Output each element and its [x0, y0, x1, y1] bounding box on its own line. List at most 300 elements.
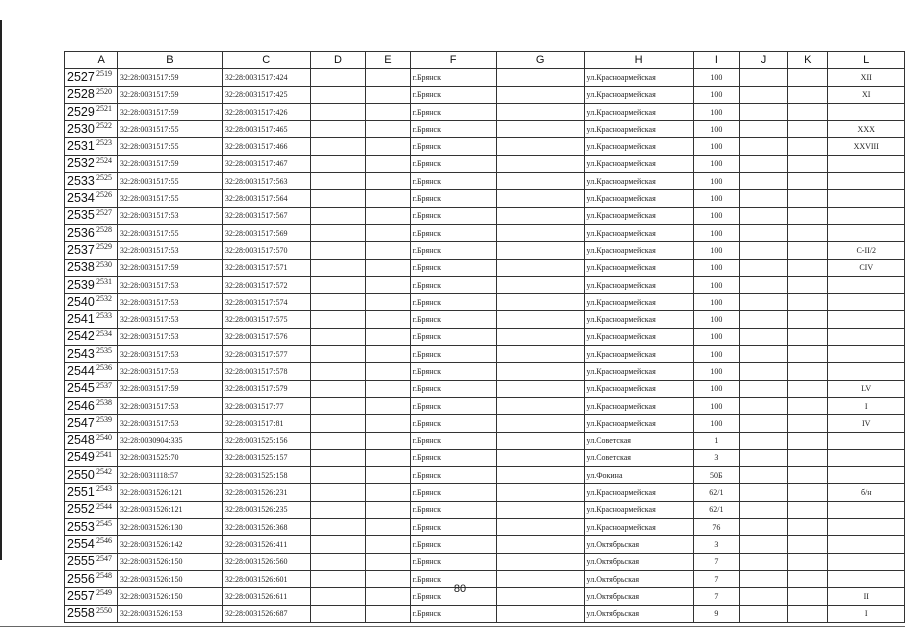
street-cell[interactable]: ул.Октябрьская: [584, 588, 693, 605]
room-number-cell[interactable]: [828, 501, 905, 518]
cadastral-number-cell[interactable]: 32:28:0031118:57: [117, 467, 222, 484]
row-number[interactable]: 2543: [67, 346, 95, 361]
room-number-cell[interactable]: [828, 467, 905, 484]
object-cadastral-number-cell[interactable]: 32:28:0031517:77: [222, 397, 310, 414]
cell-d[interactable]: [310, 173, 366, 190]
room-number-cell[interactable]: I: [828, 605, 905, 622]
object-cadastral-number-cell[interactable]: 32:28:0031517:424: [222, 69, 310, 86]
cell-d[interactable]: [310, 242, 366, 259]
city-cell[interactable]: г.Брянск: [410, 242, 496, 259]
cell-d[interactable]: [310, 467, 366, 484]
object-cadastral-number-cell[interactable]: 32:28:0031517:425: [222, 86, 310, 103]
room-number-cell[interactable]: II: [828, 588, 905, 605]
cell-k[interactable]: [788, 501, 828, 518]
cadastral-number-cell[interactable]: 32:28:0031517:59: [117, 380, 222, 397]
row-number-cell[interactable]: [65, 328, 118, 345]
cadastral-number-cell[interactable]: 32:28:0031517:55: [117, 138, 222, 155]
cell-d[interactable]: [310, 294, 366, 311]
city-cell[interactable]: г.Брянск: [410, 588, 496, 605]
cell-g[interactable]: [496, 207, 584, 224]
city-cell[interactable]: г.Брянск: [410, 363, 496, 380]
cell-g[interactable]: [496, 259, 584, 276]
street-cell[interactable]: ул.Красноармейская: [584, 207, 693, 224]
row-number-cell[interactable]: [65, 69, 118, 86]
room-number-cell[interactable]: [828, 328, 905, 345]
cell-d[interactable]: [310, 588, 366, 605]
cell-k[interactable]: [788, 570, 828, 587]
cell-e[interactable]: [366, 242, 410, 259]
object-cadastral-number-cell[interactable]: 32:28:0031517:578: [222, 363, 310, 380]
column-header-d[interactable]: D: [310, 52, 366, 69]
cell-e[interactable]: [366, 397, 410, 414]
cell-j[interactable]: [740, 138, 788, 155]
cadastral-number-cell[interactable]: 32:28:0031517:59: [117, 155, 222, 172]
room-number-cell[interactable]: [828, 449, 905, 466]
row-number-cell[interactable]: [65, 86, 118, 103]
street-cell[interactable]: ул.Октябрьская: [584, 570, 693, 587]
row-number-cell[interactable]: [65, 449, 118, 466]
cadastral-number-cell[interactable]: 32:28:0031526:150: [117, 570, 222, 587]
row-number-cell[interactable]: [65, 519, 118, 536]
cell-d[interactable]: [310, 69, 366, 86]
object-cadastral-number-cell[interactable]: 32:28:0031517:570: [222, 242, 310, 259]
cell-d[interactable]: [310, 553, 366, 570]
cell-j[interactable]: [740, 432, 788, 449]
row-number[interactable]: 2532: [67, 156, 95, 171]
row-number[interactable]: 2555: [67, 554, 95, 569]
cell-g[interactable]: [496, 276, 584, 293]
cell-g[interactable]: [496, 467, 584, 484]
object-cadastral-number-cell[interactable]: 32:28:0031517:567: [222, 207, 310, 224]
cadastral-number-cell[interactable]: 32:28:0031517:53: [117, 328, 222, 345]
house-number-cell[interactable]: 3: [693, 536, 739, 553]
cell-d[interactable]: [310, 501, 366, 518]
cadastral-number-cell[interactable]: 32:28:0031517:53: [117, 415, 222, 432]
row-number[interactable]: 2558: [67, 606, 95, 621]
row-number-cell[interactable]: [65, 588, 118, 605]
house-number-cell[interactable]: 100: [693, 415, 739, 432]
cell-g[interactable]: [496, 328, 584, 345]
row-number[interactable]: 2529: [67, 104, 95, 119]
city-cell[interactable]: г.Брянск: [410, 311, 496, 328]
street-cell[interactable]: ул.Красноармейская: [584, 69, 693, 86]
cell-g[interactable]: [496, 173, 584, 190]
object-cadastral-number-cell[interactable]: 32:28:0031517:569: [222, 224, 310, 241]
room-number-cell[interactable]: [828, 207, 905, 224]
room-number-cell[interactable]: [828, 190, 905, 207]
city-cell[interactable]: г.Брянск: [410, 207, 496, 224]
house-number-cell[interactable]: 100: [693, 397, 739, 414]
city-cell[interactable]: г.Брянск: [410, 224, 496, 241]
column-header-l[interactable]: L: [828, 52, 905, 69]
row-number-cell[interactable]: [65, 294, 118, 311]
street-cell[interactable]: ул.Красноармейская: [584, 294, 693, 311]
cell-k[interactable]: [788, 311, 828, 328]
cadastral-number-cell[interactable]: 32:28:0031517:53: [117, 242, 222, 259]
row-number-cell[interactable]: [65, 553, 118, 570]
cell-j[interactable]: [740, 553, 788, 570]
row-number[interactable]: 2556: [67, 571, 95, 586]
cell-k[interactable]: [788, 519, 828, 536]
cell-j[interactable]: [740, 311, 788, 328]
row-number[interactable]: 2534: [67, 191, 95, 206]
street-cell[interactable]: ул.Красноармейская: [584, 155, 693, 172]
column-header-k[interactable]: K: [788, 52, 828, 69]
cell-e[interactable]: [366, 553, 410, 570]
row-number-cell[interactable]: [65, 432, 118, 449]
object-cadastral-number-cell[interactable]: 32:28:0031517:563: [222, 173, 310, 190]
street-cell[interactable]: ул.Октябрьская: [584, 536, 693, 553]
cell-d[interactable]: [310, 519, 366, 536]
object-cadastral-number-cell[interactable]: 32:28:0031517:467: [222, 155, 310, 172]
cell-k[interactable]: [788, 173, 828, 190]
city-cell[interactable]: г.Брянск: [410, 397, 496, 414]
object-cadastral-number-cell[interactable]: 32:28:0031517:564: [222, 190, 310, 207]
cadastral-number-cell[interactable]: 32:28:0031517:59: [117, 69, 222, 86]
row-number-cell[interactable]: [65, 501, 118, 518]
cadastral-number-cell[interactable]: 32:28:0031517:53: [117, 311, 222, 328]
cell-k[interactable]: [788, 69, 828, 86]
street-cell[interactable]: ул.Красноармейская: [584, 311, 693, 328]
object-cadastral-number-cell[interactable]: 32:28:0031517:81: [222, 415, 310, 432]
row-number-cell[interactable]: [65, 397, 118, 414]
cadastral-number-cell[interactable]: 32:28:0031517:53: [117, 207, 222, 224]
cadastral-number-cell[interactable]: 32:28:0030904:335: [117, 432, 222, 449]
cell-j[interactable]: [740, 467, 788, 484]
cell-g[interactable]: [496, 536, 584, 553]
cell-k[interactable]: [788, 553, 828, 570]
city-cell[interactable]: г.Брянск: [410, 328, 496, 345]
object-cadastral-number-cell[interactable]: 32:28:0031517:572: [222, 276, 310, 293]
cell-e[interactable]: [366, 363, 410, 380]
house-number-cell[interactable]: 100: [693, 103, 739, 120]
row-number-cell[interactable]: [65, 242, 118, 259]
object-cadastral-number-cell[interactable]: 32:28:0031526:687: [222, 605, 310, 622]
cell-k[interactable]: [788, 224, 828, 241]
cell-j[interactable]: [740, 449, 788, 466]
cell-g[interactable]: [496, 346, 584, 363]
cell-e[interactable]: [366, 328, 410, 345]
cell-j[interactable]: [740, 294, 788, 311]
cell-g[interactable]: [496, 138, 584, 155]
cell-j[interactable]: [740, 519, 788, 536]
cell-e[interactable]: [366, 588, 410, 605]
row-number[interactable]: 2537: [67, 242, 95, 257]
street-cell[interactable]: ул.Красноармейская: [584, 484, 693, 501]
row-number[interactable]: 2557: [67, 588, 95, 603]
row-number[interactable]: 2551: [67, 485, 95, 500]
room-number-cell[interactable]: XI: [828, 86, 905, 103]
cell-j[interactable]: [740, 415, 788, 432]
cell-d[interactable]: [310, 207, 366, 224]
cell-k[interactable]: [788, 484, 828, 501]
cell-d[interactable]: [310, 380, 366, 397]
cell-d[interactable]: [310, 432, 366, 449]
city-cell[interactable]: г.Брянск: [410, 415, 496, 432]
house-number-cell[interactable]: 100: [693, 207, 739, 224]
room-number-cell[interactable]: [828, 224, 905, 241]
room-number-cell[interactable]: [828, 311, 905, 328]
house-number-cell[interactable]: 100: [693, 69, 739, 86]
city-cell[interactable]: г.Брянск: [410, 380, 496, 397]
cell-d[interactable]: [310, 605, 366, 622]
cell-d[interactable]: [310, 484, 366, 501]
cell-j[interactable]: [740, 224, 788, 241]
row-number[interactable]: 2546: [67, 398, 95, 413]
city-cell[interactable]: г.Брянск: [410, 536, 496, 553]
object-cadastral-number-cell[interactable]: 32:28:0031525:156: [222, 432, 310, 449]
city-cell[interactable]: г.Брянск: [410, 155, 496, 172]
house-number-cell[interactable]: 100: [693, 173, 739, 190]
cell-g[interactable]: [496, 519, 584, 536]
column-header-j[interactable]: J: [740, 52, 788, 69]
room-number-cell[interactable]: [828, 536, 905, 553]
cell-d[interactable]: [310, 224, 366, 241]
row-number[interactable]: 2540: [67, 294, 95, 309]
cell-d[interactable]: [310, 155, 366, 172]
street-cell[interactable]: ул.Красноармейская: [584, 397, 693, 414]
house-number-cell[interactable]: 100: [693, 242, 739, 259]
street-cell[interactable]: ул.Красноармейская: [584, 415, 693, 432]
cell-k[interactable]: [788, 588, 828, 605]
row-number-cell[interactable]: [65, 190, 118, 207]
house-number-cell[interactable]: 9: [693, 605, 739, 622]
cell-e[interactable]: [366, 190, 410, 207]
row-number[interactable]: 2549: [67, 450, 95, 465]
cadastral-number-cell[interactable]: 32:28:0031526:150: [117, 588, 222, 605]
cell-e[interactable]: [366, 605, 410, 622]
cell-g[interactable]: [496, 224, 584, 241]
city-cell[interactable]: г.Брянск: [410, 121, 496, 138]
house-number-cell[interactable]: 3: [693, 449, 739, 466]
cell-e[interactable]: [366, 294, 410, 311]
cadastral-number-cell[interactable]: 32:28:0031526:130: [117, 519, 222, 536]
city-cell[interactable]: г.Брянск: [410, 501, 496, 518]
cell-g[interactable]: [496, 86, 584, 103]
street-cell[interactable]: ул.Октябрьская: [584, 605, 693, 622]
cadastral-number-cell[interactable]: 32:28:0031517:53: [117, 363, 222, 380]
street-cell[interactable]: ул.Красноармейская: [584, 138, 693, 155]
cadastral-number-cell[interactable]: 32:28:0031517:55: [117, 224, 222, 241]
street-cell[interactable]: ул.Красноармейская: [584, 380, 693, 397]
cell-g[interactable]: [496, 363, 584, 380]
cell-k[interactable]: [788, 103, 828, 120]
cell-e[interactable]: [366, 432, 410, 449]
row-number[interactable]: 2539: [67, 277, 95, 292]
room-number-cell[interactable]: [828, 570, 905, 587]
street-cell[interactable]: ул.Красноармейская: [584, 276, 693, 293]
cell-k[interactable]: [788, 276, 828, 293]
room-number-cell[interactable]: IV: [828, 415, 905, 432]
row-number[interactable]: 2553: [67, 519, 95, 534]
street-cell[interactable]: ул.Красноармейская: [584, 190, 693, 207]
city-cell[interactable]: г.Брянск: [410, 103, 496, 120]
cell-k[interactable]: [788, 380, 828, 397]
cell-j[interactable]: [740, 363, 788, 380]
row-number[interactable]: 2531: [67, 139, 95, 154]
object-cadastral-number-cell[interactable]: 32:28:0031526:231: [222, 484, 310, 501]
cell-j[interactable]: [740, 380, 788, 397]
cell-e[interactable]: [366, 346, 410, 363]
cell-d[interactable]: [310, 570, 366, 587]
cell-d[interactable]: [310, 328, 366, 345]
cell-g[interactable]: [496, 449, 584, 466]
cell-d[interactable]: [310, 103, 366, 120]
object-cadastral-number-cell[interactable]: 32:28:0031526:601: [222, 570, 310, 587]
house-number-cell[interactable]: 100: [693, 294, 739, 311]
row-number[interactable]: 2550: [67, 467, 95, 482]
house-number-cell[interactable]: 100: [693, 346, 739, 363]
cell-k[interactable]: [788, 138, 828, 155]
cell-e[interactable]: [366, 259, 410, 276]
cell-e[interactable]: [366, 380, 410, 397]
row-number-cell[interactable]: [65, 173, 118, 190]
city-cell[interactable]: г.Брянск: [410, 276, 496, 293]
cell-g[interactable]: [496, 432, 584, 449]
cell-d[interactable]: [310, 311, 366, 328]
cell-g[interactable]: [496, 190, 584, 207]
cadastral-number-cell[interactable]: 32:28:0031517:55: [117, 173, 222, 190]
house-number-cell[interactable]: 100: [693, 86, 739, 103]
cell-g[interactable]: [496, 588, 584, 605]
row-number-cell[interactable]: [65, 224, 118, 241]
city-cell[interactable]: г.Брянск: [410, 294, 496, 311]
column-header-b[interactable]: B: [117, 52, 222, 69]
cadastral-number-cell[interactable]: 32:28:0031517:55: [117, 121, 222, 138]
row-number-cell[interactable]: [65, 467, 118, 484]
cell-d[interactable]: [310, 449, 366, 466]
cell-d[interactable]: [310, 121, 366, 138]
row-number[interactable]: 2547: [67, 415, 95, 430]
cell-k[interactable]: [788, 605, 828, 622]
house-number-cell[interactable]: 1: [693, 432, 739, 449]
column-header-a[interactable]: A: [65, 52, 118, 69]
cell-g[interactable]: [496, 294, 584, 311]
object-cadastral-number-cell[interactable]: 32:28:0031517:571: [222, 259, 310, 276]
row-number-cell[interactable]: [65, 570, 118, 587]
cell-k[interactable]: [788, 449, 828, 466]
cell-k[interactable]: [788, 242, 828, 259]
cell-d[interactable]: [310, 86, 366, 103]
room-number-cell[interactable]: [828, 294, 905, 311]
object-cadastral-number-cell[interactable]: 32:28:0031526:368: [222, 519, 310, 536]
row-number[interactable]: 2535: [67, 208, 95, 223]
cell-k[interactable]: [788, 363, 828, 380]
cell-g[interactable]: [496, 242, 584, 259]
house-number-cell[interactable]: 100: [693, 380, 739, 397]
house-number-cell[interactable]: 100: [693, 259, 739, 276]
cell-e[interactable]: [366, 449, 410, 466]
street-cell[interactable]: ул.Советская: [584, 432, 693, 449]
city-cell[interactable]: г.Брянск: [410, 570, 496, 587]
cell-j[interactable]: [740, 242, 788, 259]
object-cadastral-number-cell[interactable]: 32:28:0031517:426: [222, 103, 310, 120]
cadastral-number-cell[interactable]: 32:28:0031525:70: [117, 449, 222, 466]
object-cadastral-number-cell[interactable]: 32:28:0031525:157: [222, 449, 310, 466]
street-cell[interactable]: ул.Красноармейская: [584, 519, 693, 536]
row-number[interactable]: 2533: [67, 173, 95, 188]
street-cell[interactable]: ул.Красноармейская: [584, 224, 693, 241]
city-cell[interactable]: г.Брянск: [410, 86, 496, 103]
street-cell[interactable]: ул.Октябрьская: [584, 553, 693, 570]
row-number-cell[interactable]: [65, 207, 118, 224]
cell-d[interactable]: [310, 138, 366, 155]
street-cell[interactable]: ул.Красноармейская: [584, 121, 693, 138]
room-number-cell[interactable]: [828, 155, 905, 172]
cell-e[interactable]: [366, 224, 410, 241]
cell-e[interactable]: [366, 103, 410, 120]
cell-e[interactable]: [366, 207, 410, 224]
street-cell[interactable]: ул.Советская: [584, 449, 693, 466]
cadastral-number-cell[interactable]: 32:28:0031517:53: [117, 346, 222, 363]
cell-d[interactable]: [310, 259, 366, 276]
cell-e[interactable]: [366, 536, 410, 553]
row-number-cell[interactable]: [65, 155, 118, 172]
city-cell[interactable]: г.Брянск: [410, 467, 496, 484]
room-number-cell[interactable]: [828, 553, 905, 570]
cadastral-number-cell[interactable]: 32:28:0031517:53: [117, 397, 222, 414]
cell-g[interactable]: [496, 69, 584, 86]
cell-j[interactable]: [740, 103, 788, 120]
cell-e[interactable]: [366, 86, 410, 103]
object-cadastral-number-cell[interactable]: 32:28:0031517:576: [222, 328, 310, 345]
cell-g[interactable]: [496, 311, 584, 328]
row-number[interactable]: 2536: [67, 225, 95, 240]
cell-k[interactable]: [788, 397, 828, 414]
street-cell[interactable]: ул.Фокина: [584, 467, 693, 484]
room-number-cell[interactable]: [828, 519, 905, 536]
cadastral-number-cell[interactable]: 32:28:0031526:142: [117, 536, 222, 553]
cell-k[interactable]: [788, 467, 828, 484]
cell-j[interactable]: [740, 536, 788, 553]
object-cadastral-number-cell[interactable]: 32:28:0031525:158: [222, 467, 310, 484]
row-number[interactable]: 2552: [67, 502, 95, 517]
cell-j[interactable]: [740, 69, 788, 86]
street-cell[interactable]: ул.Красноармейская: [584, 328, 693, 345]
house-number-cell[interactable]: 100: [693, 138, 739, 155]
house-number-cell[interactable]: 7: [693, 588, 739, 605]
column-header-e[interactable]: E: [366, 52, 410, 69]
room-number-cell[interactable]: CIV: [828, 259, 905, 276]
cell-e[interactable]: [366, 467, 410, 484]
row-number[interactable]: 2528: [67, 87, 95, 102]
street-cell[interactable]: ул.Красноармейская: [584, 259, 693, 276]
house-number-cell[interactable]: 100: [693, 276, 739, 293]
cell-k[interactable]: [788, 328, 828, 345]
room-number-cell[interactable]: [828, 276, 905, 293]
object-cadastral-number-cell[interactable]: 32:28:0031517:579: [222, 380, 310, 397]
cadastral-number-cell[interactable]: 32:28:0031517:59: [117, 103, 222, 120]
cell-g[interactable]: [496, 501, 584, 518]
cell-d[interactable]: [310, 536, 366, 553]
cell-e[interactable]: [366, 276, 410, 293]
cell-e[interactable]: [366, 570, 410, 587]
cadastral-number-cell[interactable]: 32:28:0031526:121: [117, 484, 222, 501]
house-number-cell[interactable]: 100: [693, 328, 739, 345]
house-number-cell[interactable]: 62/1: [693, 501, 739, 518]
cell-j[interactable]: [740, 121, 788, 138]
street-cell[interactable]: ул.Красноармейская: [584, 363, 693, 380]
row-number-cell[interactable]: [65, 484, 118, 501]
object-cadastral-number-cell[interactable]: 32:28:0031517:574: [222, 294, 310, 311]
room-number-cell[interactable]: XII: [828, 69, 905, 86]
object-cadastral-number-cell[interactable]: 32:28:0031517:466: [222, 138, 310, 155]
city-cell[interactable]: г.Брянск: [410, 259, 496, 276]
cell-d[interactable]: [310, 190, 366, 207]
cell-k[interactable]: [788, 294, 828, 311]
house-number-cell[interactable]: 100: [693, 155, 739, 172]
cell-g[interactable]: [496, 484, 584, 501]
